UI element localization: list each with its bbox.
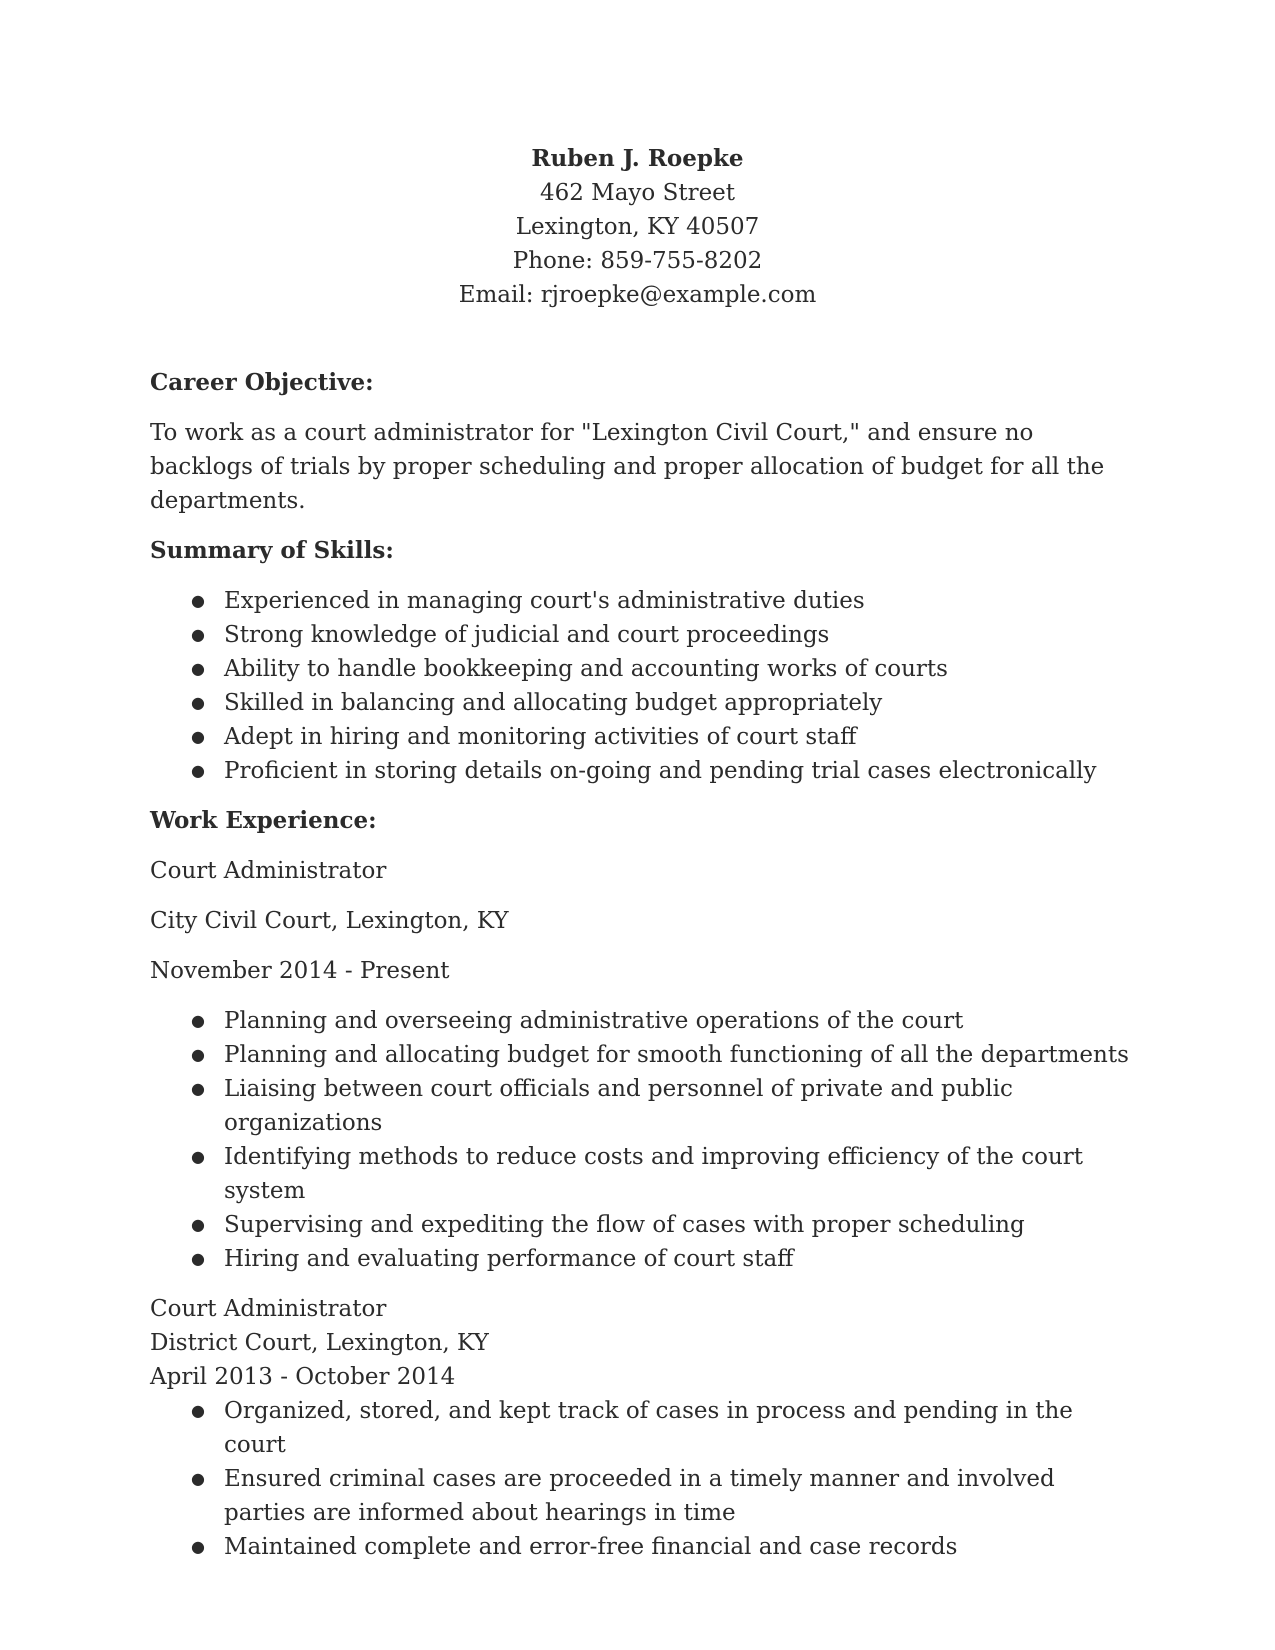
objective-heading: Career Objective: [150,369,374,396]
job-duties-list [150,1394,1130,1564]
duty-text: Supervising and expediting the flow of cases with proper scheduling [224,1212,1025,1238]
contact-header [0,142,1275,312]
duty-text: Planning and allocating budget for smooth functioning of all the departments [224,1042,1129,1068]
objective-text: To work as a court administrator for "Lexington Civil Court," and ensure no backlogs of trials by proper scheduling and proper allocation of budget for all the departments. [150,420,1105,514]
bullet-icon: ● [191,625,205,644]
duty-text: Organized, stored, and kept track of cases in process and pending in the court [224,1398,1073,1458]
bullet-icon: ● [191,1147,205,1166]
list-item [150,1242,1130,1276]
bullet-icon: ● [191,1249,205,1268]
bullet-icon: ● [191,1011,205,1030]
duty-text: Liaising between court officials and personnel of private and public organizations [224,1076,1013,1136]
job-dates: November 2014 - Present [150,958,450,984]
job-employer: City Civil Court, Lexington, KY [150,908,509,934]
list-item [150,720,1130,754]
list-item [150,1038,1130,1072]
city-state-zip: Lexington, KY 40507 [515,214,760,240]
job-employer: District Court, Lexington, KY [150,1330,489,1356]
bullet-icon: ● [191,659,205,678]
skill-text: Ability to handle bookkeeping and accounting works of courts [224,656,948,682]
skill-text: Proficient in storing details on-going and pending trial cases electronically [224,758,1097,784]
list-item [150,1208,1130,1242]
list-item [150,652,1130,686]
experience-heading: Work Experience: [150,807,377,834]
skill-text: Adept in hiring and monitoring activities of court staff [224,724,857,750]
job-duties-list [150,1004,1130,1276]
list-item [150,584,1130,618]
skills-list [150,584,1130,788]
phone-number: Phone: 859-755-8202 [512,248,763,274]
list-item [150,686,1130,720]
duty-text: Maintained complete and error-free financial and case records [224,1534,958,1560]
bullet-icon: ● [191,1469,205,1488]
skill-text: Experienced in managing court's administrative duties [224,588,865,614]
resume-body [150,366,1130,1580]
job-dates: April 2013 - October 2014 [150,1364,456,1390]
duty-text: Identifying methods to reduce costs and improving efficiency of the court system [224,1144,1084,1204]
bullet-icon: ● [191,1079,205,1098]
bullet-icon: ● [191,1215,205,1234]
list-item [150,1530,1130,1564]
list-item [150,1394,1130,1462]
bullet-icon: ● [191,693,205,712]
list-item [150,618,1130,652]
bullet-icon: ● [191,761,205,780]
duty-text: Ensured criminal cases are proceeded in a timely manner and involved parties are informed about hearings in time [224,1466,1055,1526]
skills-heading: Summary of Skills: [150,537,394,564]
bullet-icon: ● [191,1537,205,1556]
list-item [150,1004,1130,1038]
duty-text: Hiring and evaluating performance of court staff [224,1246,794,1272]
bullet-icon: ● [191,1401,205,1420]
bullet-icon: ● [191,591,205,610]
list-item [150,1072,1130,1140]
email-address: Email: rjroepke@example.com [458,282,817,308]
bullet-icon: ● [191,727,205,746]
skill-text: Strong knowledge of judicial and court proceedings [224,622,830,648]
list-item [150,754,1130,788]
street-address: 462 Mayo Street [539,180,736,206]
applicant-name: Ruben J. Roepke [531,145,744,172]
duty-text: Planning and overseeing administrative operations of the court [224,1008,964,1034]
list-item [150,1462,1130,1530]
list-item [150,1140,1130,1208]
bullet-icon: ● [191,1045,205,1064]
job-title: Court Administrator [150,1296,387,1322]
skill-text: Skilled in balancing and allocating budget appropriately [224,690,883,716]
job-title: Court Administrator [150,858,387,884]
